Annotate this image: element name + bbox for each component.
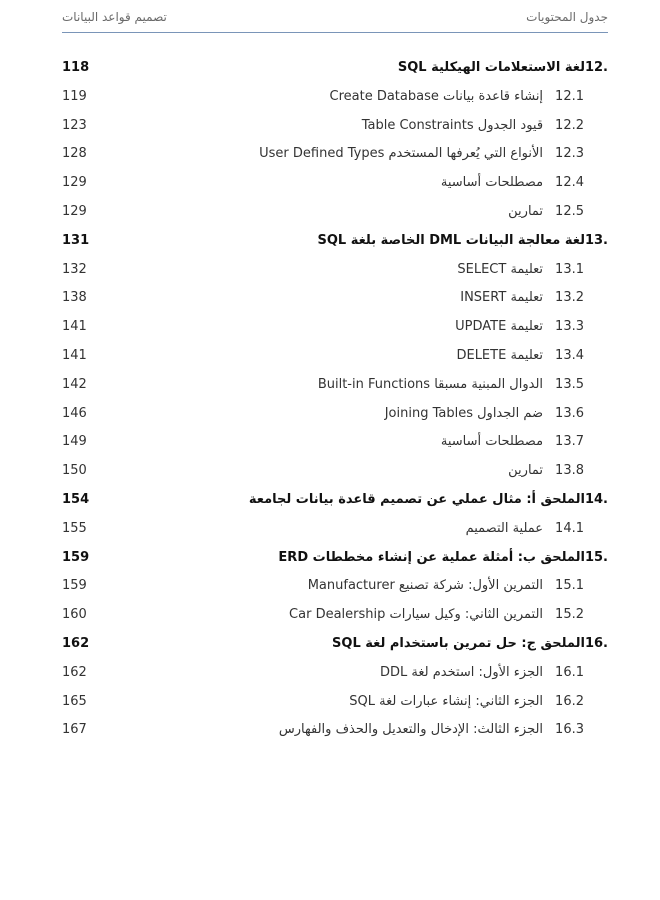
toc-title: الملحق ج: حل تمرين باستخدام لغة SQL [332,635,585,651]
toc-section-row[interactable] [62,457,608,486]
toc-page-number: 123 [62,117,87,133]
toc-entry [278,550,608,565]
toc-title: الجزء الثاني: إنشاء عبارات لغة SQL [349,693,544,709]
toc-title: إنشاء قاعدة بيانات Create Database [329,88,544,104]
toc-entry [380,665,584,680]
toc-entry [456,348,584,363]
table-of-contents [62,54,608,745]
toc-entry [460,290,584,305]
toc-page-number: 159 [62,578,87,594]
toc-page-number: 128 [62,146,87,162]
toc-section-row[interactable] [62,313,608,342]
toc-chapter-row[interactable] [62,54,608,83]
toc-section-row[interactable] [62,198,608,227]
header-book-title: تصميم قواعد البيانات [62,10,167,24]
toc-section-row[interactable] [62,256,608,285]
toc-page-number: 167 [62,722,87,738]
toc-number: 15.2 [555,607,584,623]
toc-number: 12.2 [555,117,584,133]
toc-title: تعليمة SELECT [457,261,544,277]
toc-number: 16.3 [555,722,584,738]
toc-number: 12. [584,60,608,75]
toc-page-number: 150 [62,463,87,479]
toc-entry [398,60,608,75]
toc-entry [259,146,584,161]
toc-entry [289,607,584,622]
toc-section-row[interactable] [62,688,608,717]
toc-page-number: 129 [62,203,87,219]
toc-title: مصطلحات أساسية [440,175,544,191]
toc-entry [332,636,608,651]
toc-title: ضم الجداول Joining Tables [384,405,544,421]
toc-number: 13.7 [555,434,584,450]
toc-page-number: 129 [62,175,87,191]
toc-title: الملحق ب: أمثلة عملية عن إنشاء مخططات ERD [278,549,585,565]
toc-number: 12.1 [555,88,584,104]
toc-chapter-row[interactable] [62,630,608,659]
toc-page-number: 165 [62,693,87,709]
toc-section-row[interactable] [62,601,608,630]
toc-page-number: 149 [62,434,87,450]
toc-page-number: 138 [62,290,87,306]
toc-title: مصطلحات أساسية [440,434,544,450]
toc-section-row[interactable] [62,140,608,169]
toc-page-number: 141 [62,347,87,363]
toc-number: 13.2 [555,290,584,306]
toc-entry [349,694,584,709]
toc-section-row[interactable] [62,515,608,544]
toc-entry [308,578,584,593]
toc-title: الجزء الثالث: الإدخال والتعديل والحذف والفهارس [278,722,544,738]
toc-number: 12.5 [555,203,584,219]
toc-section-row[interactable] [62,371,608,400]
toc-title: الأنواع التي يُعرفها المستخدم User Defined Types [259,146,544,162]
toc-entry [330,89,585,104]
toc-section-row[interactable] [62,284,608,313]
toc-entry [466,521,584,536]
toc-number: 12.4 [555,175,584,191]
toc-entry [362,118,584,133]
toc-title: لغة الاستعلامات الهيكلية SQL [397,60,585,75]
toc-number: 13.1 [555,261,584,277]
toc-title: عملية التصميم [465,520,544,536]
toc-title: تعليمة INSERT [460,290,544,306]
toc-number: 15.1 [555,578,584,594]
toc-chapter-row[interactable] [62,227,608,256]
toc-section-row[interactable] [62,112,608,141]
toc-section-row[interactable] [62,169,608,198]
toc-number: 16.1 [555,664,584,680]
toc-entry [249,492,608,507]
toc-title: الجزء الأول: استخدم لغة DDL [379,664,544,680]
toc-number: 13.6 [555,405,584,421]
toc-page-number: 159 [62,549,90,565]
toc-title: قيود الجدول Table Constraints [361,117,544,133]
toc-number: 16.2 [555,693,584,709]
toc-entry [317,233,608,248]
toc-number: 15. [584,549,608,565]
toc-title: الدوال المبنية مسبقا Built-in Functions [317,376,544,392]
toc-title: الملحق أ: مثال عملي عن تصميم قاعدة بيانات لجامعة [248,491,585,507]
toc-entry [318,377,584,392]
toc-number: 14.1 [555,520,584,536]
toc-number: 13. [584,232,608,248]
toc-page-number: 162 [62,635,90,651]
toc-number: 13.3 [555,319,584,335]
toc-entry [385,406,584,421]
toc-title: تمارين [508,463,544,479]
toc-entry [508,204,584,219]
toc-number: 12.3 [555,146,584,162]
toc-entry [441,434,584,449]
toc-page-number: 132 [62,261,87,277]
toc-title: لغة معالجة البيانات DML الخاصة بلغة SQL [317,232,585,248]
toc-number: 13.8 [555,463,584,479]
toc-entry [508,463,584,478]
toc-page-number: 155 [62,520,87,536]
header-section-title: جدول المحتويات [526,10,608,24]
toc-page-number: 162 [62,664,87,680]
toc-title: تعليمة UPDATE [455,319,544,335]
toc-section-row[interactable] [62,716,608,745]
toc-number: 14. [584,491,608,507]
toc-entry [455,319,584,334]
toc-page-number: 154 [62,491,90,507]
toc-page-number: 119 [62,88,87,104]
toc-page-number: 142 [62,376,87,392]
toc-chapter-row[interactable] [62,544,608,573]
toc-section-row[interactable] [62,400,608,429]
toc-page-number: 160 [62,607,87,623]
toc-entry [279,722,584,737]
toc-title: تعليمة DELETE [456,347,544,363]
toc-entry [441,175,584,190]
toc-page-number: 118 [62,60,90,75]
toc-section-row[interactable] [62,659,608,688]
toc-entry [457,262,584,277]
toc-page-number: 141 [62,319,87,335]
toc-number: 16. [584,635,608,651]
toc-chapter-row[interactable] [62,486,608,515]
toc-section-row[interactable] [62,428,608,457]
toc-title: التمرين الثاني: وكيل سيارات Car Dealership [289,607,544,623]
toc-section-row[interactable] [62,83,608,112]
toc-section-row[interactable] [62,342,608,371]
page-header [62,8,608,33]
toc-section-row[interactable] [62,572,608,601]
toc-number: 13.5 [555,376,584,392]
toc-title: تمارين [508,203,544,219]
toc-page-number: 146 [62,405,87,421]
toc-title: التمرين الأول: شركة تصنيع Manufacturer [307,578,544,594]
toc-page-number: 131 [62,232,90,248]
toc-number: 13.4 [555,347,584,363]
